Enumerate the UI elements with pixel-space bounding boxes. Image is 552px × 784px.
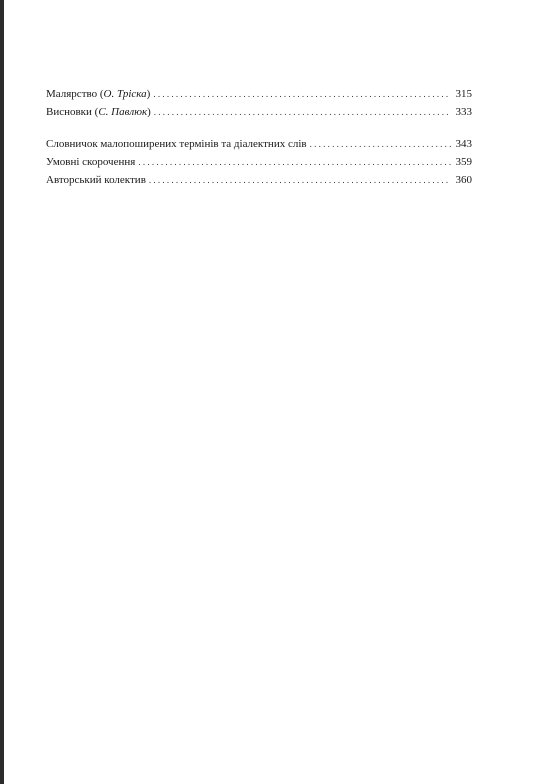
toc-page-number: 359 [455,156,472,168]
document-page [4,0,552,784]
toc-page-number: 360 [455,174,472,186]
toc-entry-label: Словничок малопоширених термінів та діалектних слів [46,138,307,150]
toc-entry-author: О. Тріска [103,88,147,100]
toc-group-gap [46,121,472,135]
toc-entry-painting[interactable] [46,85,472,103]
toc-page-number: 315 [455,88,472,100]
toc-dot-leader [138,153,451,171]
toc-entry-authors[interactable] [46,171,472,189]
table-of-contents [46,85,472,189]
toc-entry-label: Малярство (О. Тріска) [46,88,151,100]
toc-entry-abbreviations[interactable] [46,153,472,171]
toc-entry-conclusions[interactable] [46,103,472,121]
toc-page-number: 343 [455,138,472,150]
toc-dot-leader [154,103,451,121]
toc-entry-label: Авторський колектив [46,174,146,186]
toc-dot-leader [149,171,451,189]
toc-entry-label: Умовні скорочення [46,156,136,168]
toc-page-number: 333 [455,106,472,118]
toc-entry-glossary[interactable] [46,135,472,153]
toc-dot-leader [153,85,451,103]
toc-dot-leader [310,135,451,153]
toc-entry-label: Висновки (С. Павлюк) [46,106,151,118]
toc-entry-author: С. Павлюк [98,106,148,118]
